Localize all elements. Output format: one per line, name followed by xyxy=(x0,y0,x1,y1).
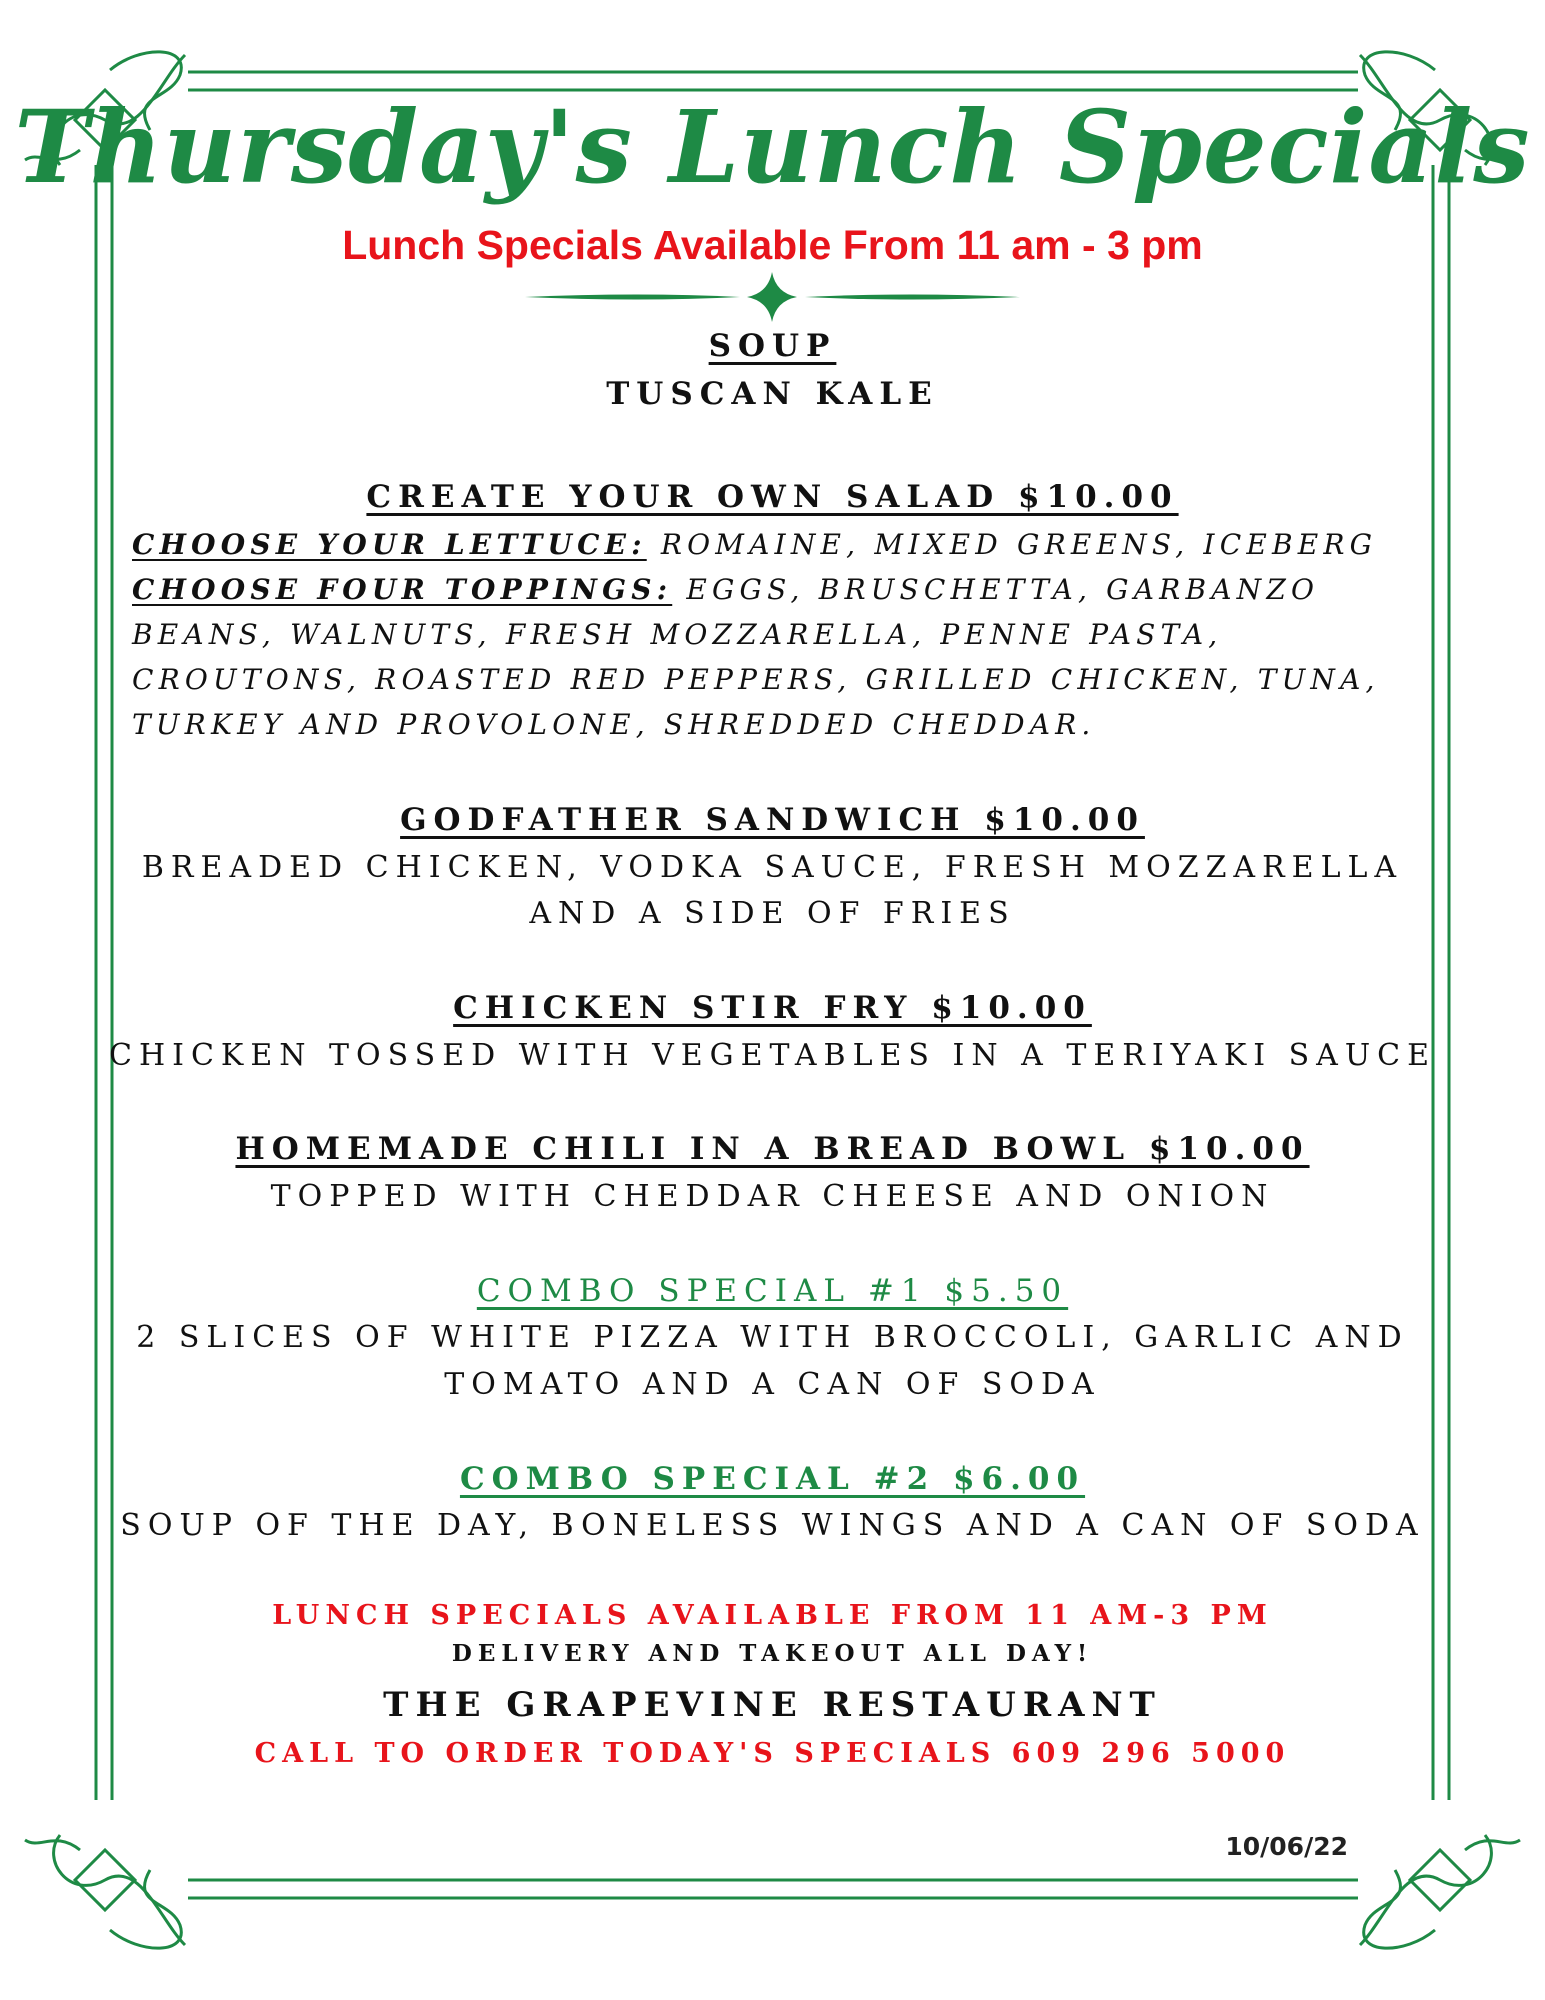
item-line-godfather-1: BREADED CHICKEN, VODKA SAUCE, FRESH MOZZARELLA xyxy=(141,850,1404,885)
corner-ornament-bottom-left xyxy=(25,1835,185,1948)
item-line-godfather-2: AND A SIDE OF FRIES xyxy=(529,896,1016,931)
salad-heading: CREATE YOUR OWN SALAD $10.00 xyxy=(366,479,1179,515)
item-heading-chili: HOMEMADE CHILI IN A BREAD BOWL $10.00 xyxy=(235,1131,1310,1167)
page-title: Thursday's Lunch Specials xyxy=(14,88,1531,206)
item-line-stir-fry: CHICKEN TOSSED WITH VEGETABLES IN A TERIYAKI SAUCE xyxy=(109,1038,1436,1073)
restaurant-name: THE GRAPEVINE RESTAURANT xyxy=(383,1685,1162,1725)
lettuce-options: ROMAINE, MIXED GREENS, ICEBERG xyxy=(646,528,1378,561)
item-heading-combo-2: COMBO SPECIAL #2 $6.00 xyxy=(459,1461,1086,1497)
subtitle-hours: Lunch Specials Available From 11 am - 3 pm xyxy=(342,222,1203,268)
item-heading-combo-1: COMBO SPECIAL #1 $5.50 xyxy=(476,1273,1069,1309)
star-divider xyxy=(525,272,1020,322)
toppings-options: EGGS, BRUSCHETTA, GARBANZO BEANS, WALNUTS, FRESH MOZZARELLA, PENNE PASTA, CROUTONS, ROASTED RED PEPPERS, GRILLED CHICKEN, TUNA, TURKEY AND PROVOLONE, SHREDDED CHEDDAR. xyxy=(132,573,1380,741)
salad-options xyxy=(132,522,1432,747)
lettuce-label: CHOOSE YOUR LETTUCE: xyxy=(132,528,647,561)
item-heading-stir-fry: CHICKEN STIR FRY $10.00 xyxy=(453,990,1092,1026)
footer-delivery: DELIVERY AND TAKEOUT ALL DAY! xyxy=(451,1640,1094,1667)
corner-ornament-bottom-right xyxy=(1360,1835,1520,1948)
item-heading-godfather: GODFATHER SANDWICH $10.00 xyxy=(400,802,1145,838)
menu-date: 10/06/22 xyxy=(1225,1832,1348,1861)
call-to-order: CALL TO ORDER TODAY'S SPECIALS 609 296 5000 xyxy=(254,1738,1291,1769)
footer-hours: LUNCH SPECIALS AVAILABLE FROM 11 AM-3 PM xyxy=(272,1600,1273,1631)
item-line-combo-1-2: TOMATO AND A CAN OF SODA xyxy=(444,1367,1101,1402)
toppings-label: CHOOSE FOUR TOPPINGS: xyxy=(132,573,673,606)
soup-item: TUSCAN KALE xyxy=(606,376,939,412)
item-line-combo-2: SOUP OF THE DAY, BONELESS WINGS AND A CAN OF SODA xyxy=(120,1508,1425,1543)
soup-heading: SOUP xyxy=(708,328,837,364)
item-line-combo-1-1: 2 SLICES OF WHITE PIZZA WITH BROCCOLI, GARLIC AND xyxy=(136,1320,1409,1355)
item-line-chili: TOPPED WITH CHEDDAR CHEESE AND ONION xyxy=(270,1179,1275,1214)
